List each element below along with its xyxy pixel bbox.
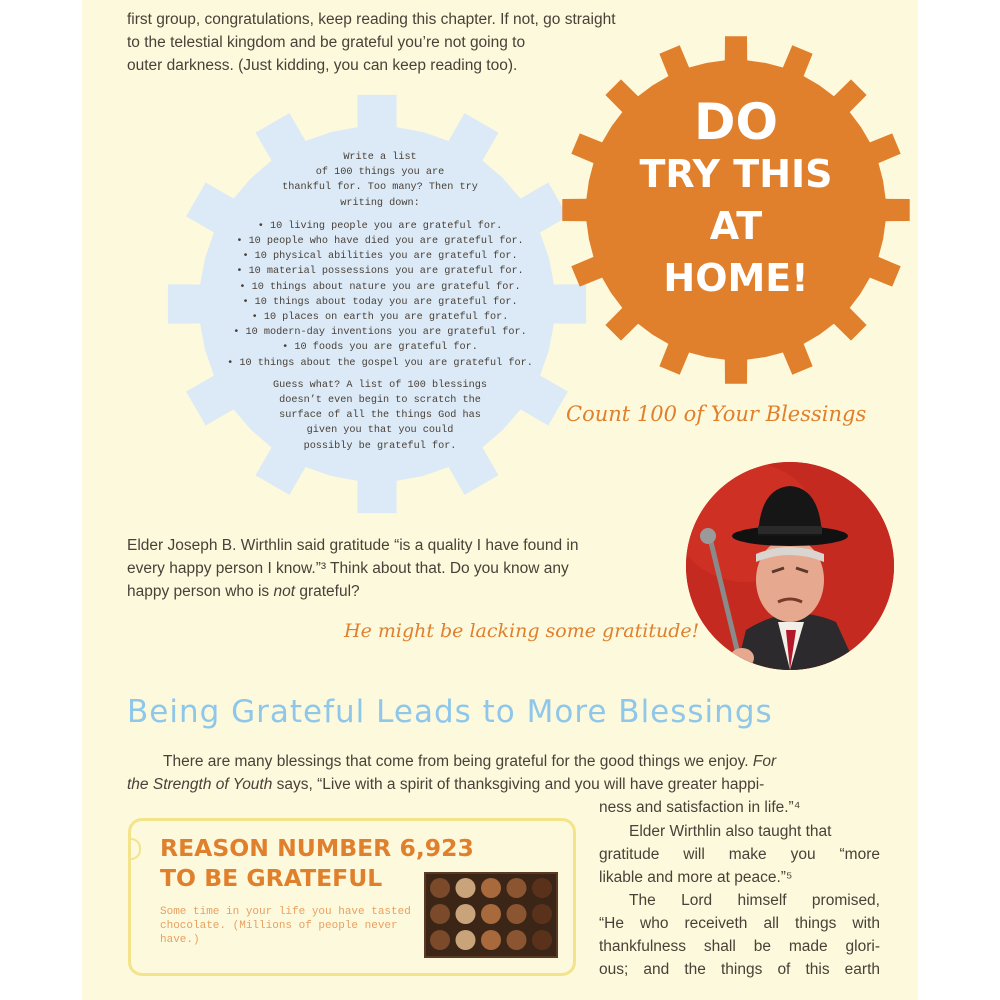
reason-title-line: REASON NUMBER 6,923 xyxy=(160,834,474,862)
book-title: the Strength of Youth xyxy=(127,776,273,793)
portrait-illustration xyxy=(686,462,894,670)
chocolate-piece xyxy=(430,878,450,898)
chocolate-box-image xyxy=(424,872,558,958)
list-item: • 10 material possessions you are grateful for. xyxy=(190,264,570,279)
right-line: thankfulness shall be made glori- xyxy=(599,938,880,955)
quote-emphasis: not xyxy=(273,583,296,600)
section-text: says, “Live with a spirit of thanksgiving and you will have greater happi- xyxy=(272,776,765,793)
activity-outro-line: Guess what? A list of 100 blessings xyxy=(273,379,487,391)
chocolate-piece xyxy=(430,904,450,924)
activity-outro-line: doesn’t even begin to scratch the xyxy=(279,395,481,407)
intro-line: outer darkness. (Just kidding, you can keep reading too). xyxy=(127,57,518,74)
quote-line: Elder Joseph B. Wirthlin said gratitude “is a quality I have found in xyxy=(127,537,579,554)
list-item: • 10 living people you are grateful for. xyxy=(190,219,570,234)
list-item: • 10 things about today you are grateful for. xyxy=(190,295,570,310)
chocolate-piece xyxy=(507,878,527,898)
right-column xyxy=(599,820,880,981)
chocolate-piece xyxy=(456,930,476,950)
chocolate-piece xyxy=(532,904,552,924)
section-line xyxy=(127,773,880,796)
chocolate-piece xyxy=(532,878,552,898)
chocolate-piece xyxy=(430,930,450,950)
list-item: • 10 foods you are grateful for. xyxy=(190,340,570,355)
intro-line: to the telestial kingdom and be grateful you’re not going to xyxy=(127,34,526,51)
right-line: likable and more at peace.”⁵ xyxy=(599,869,793,886)
chocolate-piece xyxy=(456,904,476,924)
activity-list xyxy=(190,150,570,454)
list-item: • 10 things about the gospel you are grateful for. xyxy=(190,356,570,371)
activity-outro-line: surface of all the things God has xyxy=(279,410,481,422)
chocolate-grid xyxy=(426,874,556,956)
chocolate-piece xyxy=(481,930,501,950)
activity-outro-line: given you that you could xyxy=(306,425,454,437)
section-line xyxy=(127,750,880,773)
chocolate-piece xyxy=(507,930,527,950)
book-title: For xyxy=(752,753,777,770)
title-line: AT xyxy=(709,204,763,248)
activity-intro-line: thankful for. Too many? Then try xyxy=(282,182,478,194)
chocolate-piece xyxy=(481,904,501,924)
quote-text: happy person who is xyxy=(127,583,274,600)
activity-intro-line: Write a list xyxy=(343,152,417,163)
right-line: Elder Wirthlin also taught that xyxy=(629,823,832,840)
reason-title-line: TO BE GRATEFUL xyxy=(160,864,383,892)
activity-intro-line: of 100 things you are xyxy=(315,167,445,179)
section-paragraph xyxy=(127,750,880,819)
section-heading: Being Grateful Leads to More Blessings xyxy=(127,694,773,730)
list-item: • 10 places on earth you are grateful for. xyxy=(190,310,570,325)
intro-line: first group, congratulations, keep reading this chapter. If not, go straight xyxy=(127,11,616,28)
chocolate-piece xyxy=(532,930,552,950)
quote-line: every happy person I know.”³ Think about that. Do you know any xyxy=(127,560,569,577)
list-item: • 10 people who have died you are grateful for. xyxy=(190,234,570,249)
right-line: ous; and the things of this earth xyxy=(599,961,880,978)
badge-caption: Count 100 of Your Blessings xyxy=(566,402,867,426)
do-try-this-title xyxy=(596,93,876,304)
right-line: “He who receiveth all things with xyxy=(599,915,880,932)
right-line: The Lord himself promised, xyxy=(629,892,880,909)
title-line: DO xyxy=(693,93,778,151)
list-item: • 10 things about nature you are grateful for. xyxy=(190,280,570,295)
section-line: ness and satisfaction in life.”⁴ xyxy=(599,799,801,816)
activity-bullets xyxy=(190,219,570,371)
wirthlin-quote xyxy=(127,534,687,603)
chocolate-piece xyxy=(481,878,501,898)
chocolate-piece xyxy=(507,904,527,924)
quote-line xyxy=(127,580,687,603)
section-text: There are many blessings that come from being grateful for the good things we enjoy. xyxy=(163,753,753,770)
quote-text: grateful? xyxy=(295,583,360,600)
reason-text: Some time in your life you have tasted chocolate. (Millions of people never have.) xyxy=(160,906,411,946)
grumpy-man-portrait xyxy=(686,462,894,670)
list-item: • 10 modern-day inventions you are grateful for. xyxy=(190,325,570,340)
right-line: gratitude will make you “more xyxy=(599,846,880,863)
activity-outro xyxy=(190,378,570,454)
activity-intro xyxy=(190,150,570,211)
activity-outro-line: possibly be grateful for. xyxy=(303,440,457,452)
title-line: HOME! xyxy=(663,256,809,300)
title-line: TRY THIS xyxy=(639,152,833,196)
activity-intro-line: writing down: xyxy=(340,197,420,209)
portrait-caption: He might be lacking some gratitude! xyxy=(344,620,700,642)
list-item: • 10 physical abilities you are grateful for. xyxy=(190,249,570,264)
chocolate-piece xyxy=(456,878,476,898)
